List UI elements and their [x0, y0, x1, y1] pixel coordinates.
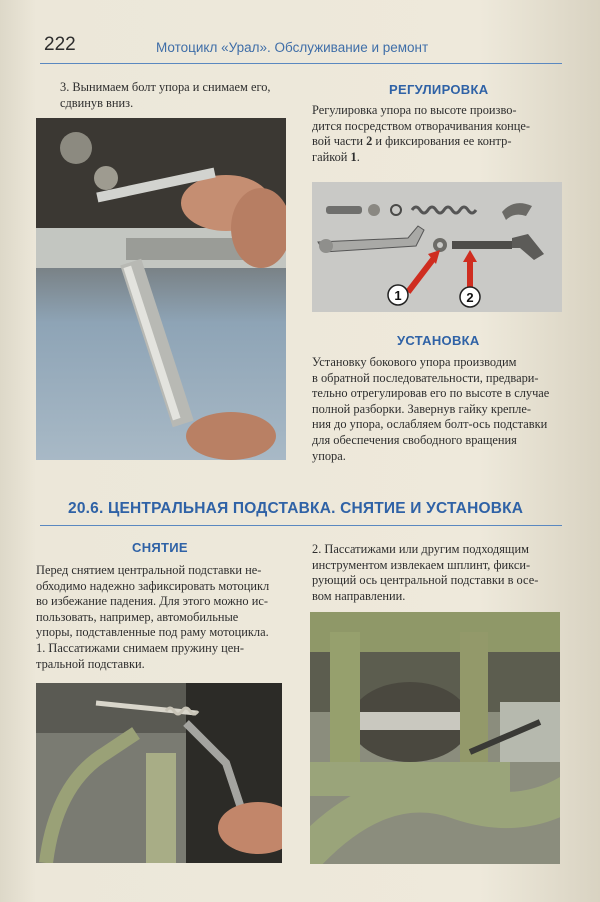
text-line: для обеспечения свободного вращения — [312, 432, 517, 447]
installation-heading: УСТАНОВКА — [397, 333, 480, 348]
text-line: Установку бокового упора производим — [312, 355, 517, 369]
step3-line: 3. Вынимаем болт упора и снимаем его, — [60, 80, 271, 94]
spring-removal-photo — [36, 683, 282, 863]
text-line: упоры, подставленные под раму мотоцикла. — [36, 625, 269, 640]
callout-1: 1 — [394, 288, 402, 303]
text-line: вом направлении. — [312, 588, 406, 603]
text-line: дится посредством отворачивания конце- — [312, 118, 531, 133]
text-line: тельно отрегулировав его по высоте в случае — [312, 386, 550, 401]
stand-bolt-removal-photo — [36, 118, 286, 460]
text-line: Регулировка упора по высоте произво- — [312, 103, 517, 117]
text-line: . — [356, 149, 360, 164]
step3-text — [60, 80, 296, 111]
text-line: вой части — [312, 134, 367, 149]
text-line: рующий ось центральной подставки в осе- — [312, 573, 539, 588]
page-number: 222 — [44, 34, 76, 55]
text-line: тральной подставки. — [36, 656, 145, 671]
text-line: инструментом извлекаем шплинт, фикси- — [312, 557, 531, 572]
text-line: Перед снятием центральной подставки не- — [36, 563, 262, 577]
chapter-heading: 20.6. ЦЕНТРАЛЬНАЯ ПОДСТАВКА. СНЯТИЕ И УСТАНОВКА — [68, 500, 524, 517]
removal-text — [36, 563, 286, 672]
callout-2: 2 — [466, 290, 474, 305]
text-line: полной разборки. Завернув гайку крепле- — [312, 401, 531, 416]
text-line: и фиксирования ее контр- — [372, 134, 512, 149]
text-line: обходимо надежно зафиксировать мотоцикл — [36, 578, 270, 593]
installation-text — [312, 355, 562, 464]
step2-text — [312, 542, 562, 604]
removal-heading: СНЯТИЕ — [132, 540, 188, 555]
chapter-divider — [40, 525, 562, 526]
regulation-heading: РЕГУЛИРОВКА — [389, 82, 489, 97]
text-line: во избежание падения. Для этого можно ис- — [36, 594, 268, 609]
step3-line: сдвинув вниз. — [60, 95, 134, 110]
text-line: упора. — [312, 448, 346, 463]
part-number-ref: 1 — [350, 149, 357, 164]
text-line: 2. Пассатижами или другим подходящим — [312, 542, 529, 556]
text-line: ния до упора, ослабляем болт-ось подставки — [312, 417, 548, 432]
text-line: 1. Пассатижами снимаем пружину цен- — [36, 640, 244, 655]
stand-parts-photo — [312, 182, 562, 312]
running-title: Мотоцикл «Урал». Обслуживание и ремонт — [156, 40, 429, 55]
text-line: гайкой — [312, 149, 351, 164]
text-line: в обратной последовательности, предвари- — [312, 370, 539, 385]
text-line: пользовать, например, автомобильные — [36, 609, 239, 624]
part-number-ref: 2 — [366, 134, 373, 149]
regulation-text — [312, 103, 562, 165]
header-divider — [40, 63, 562, 64]
cotter-pin-removal-photo — [310, 612, 560, 864]
